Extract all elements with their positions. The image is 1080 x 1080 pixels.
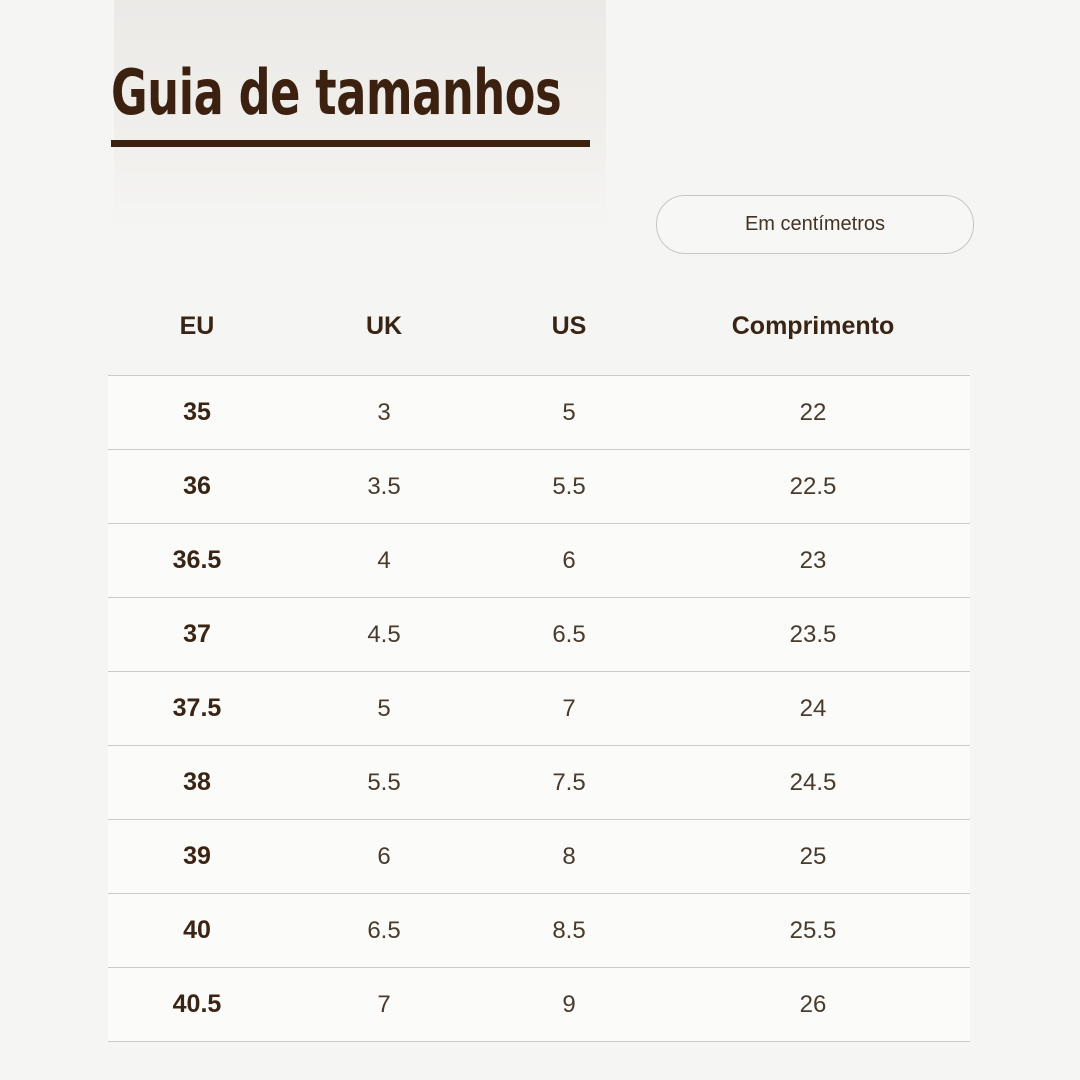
table-body — [108, 376, 970, 1042]
table-row — [108, 376, 970, 450]
cell-eu: 36 — [108, 450, 286, 524]
column-header-us: US — [551, 312, 587, 340]
cell-us: 6 — [482, 524, 656, 598]
title-block — [111, 56, 711, 147]
cell-length: 25.5 — [656, 894, 970, 968]
cell-us: 5.5 — [482, 450, 656, 524]
cell-uk: 6 — [286, 820, 482, 894]
cell-eu: 37 — [108, 598, 286, 672]
column-header-eu: EU — [179, 312, 215, 340]
table-row — [108, 672, 970, 746]
cell-length: 23.5 — [656, 598, 970, 672]
cell-us: 8.5 — [482, 894, 656, 968]
cell-us: 9 — [482, 968, 656, 1042]
unit-badge[interactable] — [656, 195, 974, 254]
cell-uk: 3 — [286, 376, 482, 450]
cell-us: 5 — [482, 376, 656, 450]
table-row — [108, 894, 970, 968]
cell-length: 22 — [656, 376, 970, 450]
unit-badge-label: Em centímetros — [744, 213, 886, 235]
cell-eu: 36.5 — [108, 524, 286, 598]
cell-uk: 7 — [286, 968, 482, 1042]
table-row — [108, 746, 970, 820]
cell-eu: 40.5 — [108, 968, 286, 1042]
size-table-container — [108, 312, 970, 1042]
cell-length: 24 — [656, 672, 970, 746]
page-title: Guia de tamanhos — [111, 56, 562, 129]
cell-uk: 4.5 — [286, 598, 482, 672]
cell-eu: 40 — [108, 894, 286, 968]
column-header-uk: UK — [365, 312, 403, 340]
title-underline — [111, 140, 590, 147]
cell-eu: 37.5 — [108, 672, 286, 746]
table-row — [108, 968, 970, 1042]
column-header-length: Comprimento — [731, 312, 895, 340]
cell-length: 26 — [656, 968, 970, 1042]
table-row — [108, 450, 970, 524]
cell-us: 8 — [482, 820, 656, 894]
cell-us: 6.5 — [482, 598, 656, 672]
cell-us: 7 — [482, 672, 656, 746]
table-header-row — [108, 312, 970, 376]
cell-uk: 6.5 — [286, 894, 482, 968]
cell-us: 7.5 — [482, 746, 656, 820]
cell-length: 22.5 — [656, 450, 970, 524]
table-row — [108, 524, 970, 598]
cell-length: 25 — [656, 820, 970, 894]
cell-uk: 5.5 — [286, 746, 482, 820]
cell-length: 23 — [656, 524, 970, 598]
cell-uk: 5 — [286, 672, 482, 746]
cell-eu: 35 — [108, 376, 286, 450]
table-row — [108, 598, 970, 672]
cell-length: 24.5 — [656, 746, 970, 820]
cell-uk: 3.5 — [286, 450, 482, 524]
cell-eu: 39 — [108, 820, 286, 894]
cell-eu: 38 — [108, 746, 286, 820]
size-table — [108, 312, 970, 1042]
table-header — [108, 312, 970, 376]
table-row — [108, 820, 970, 894]
cell-uk: 4 — [286, 524, 482, 598]
